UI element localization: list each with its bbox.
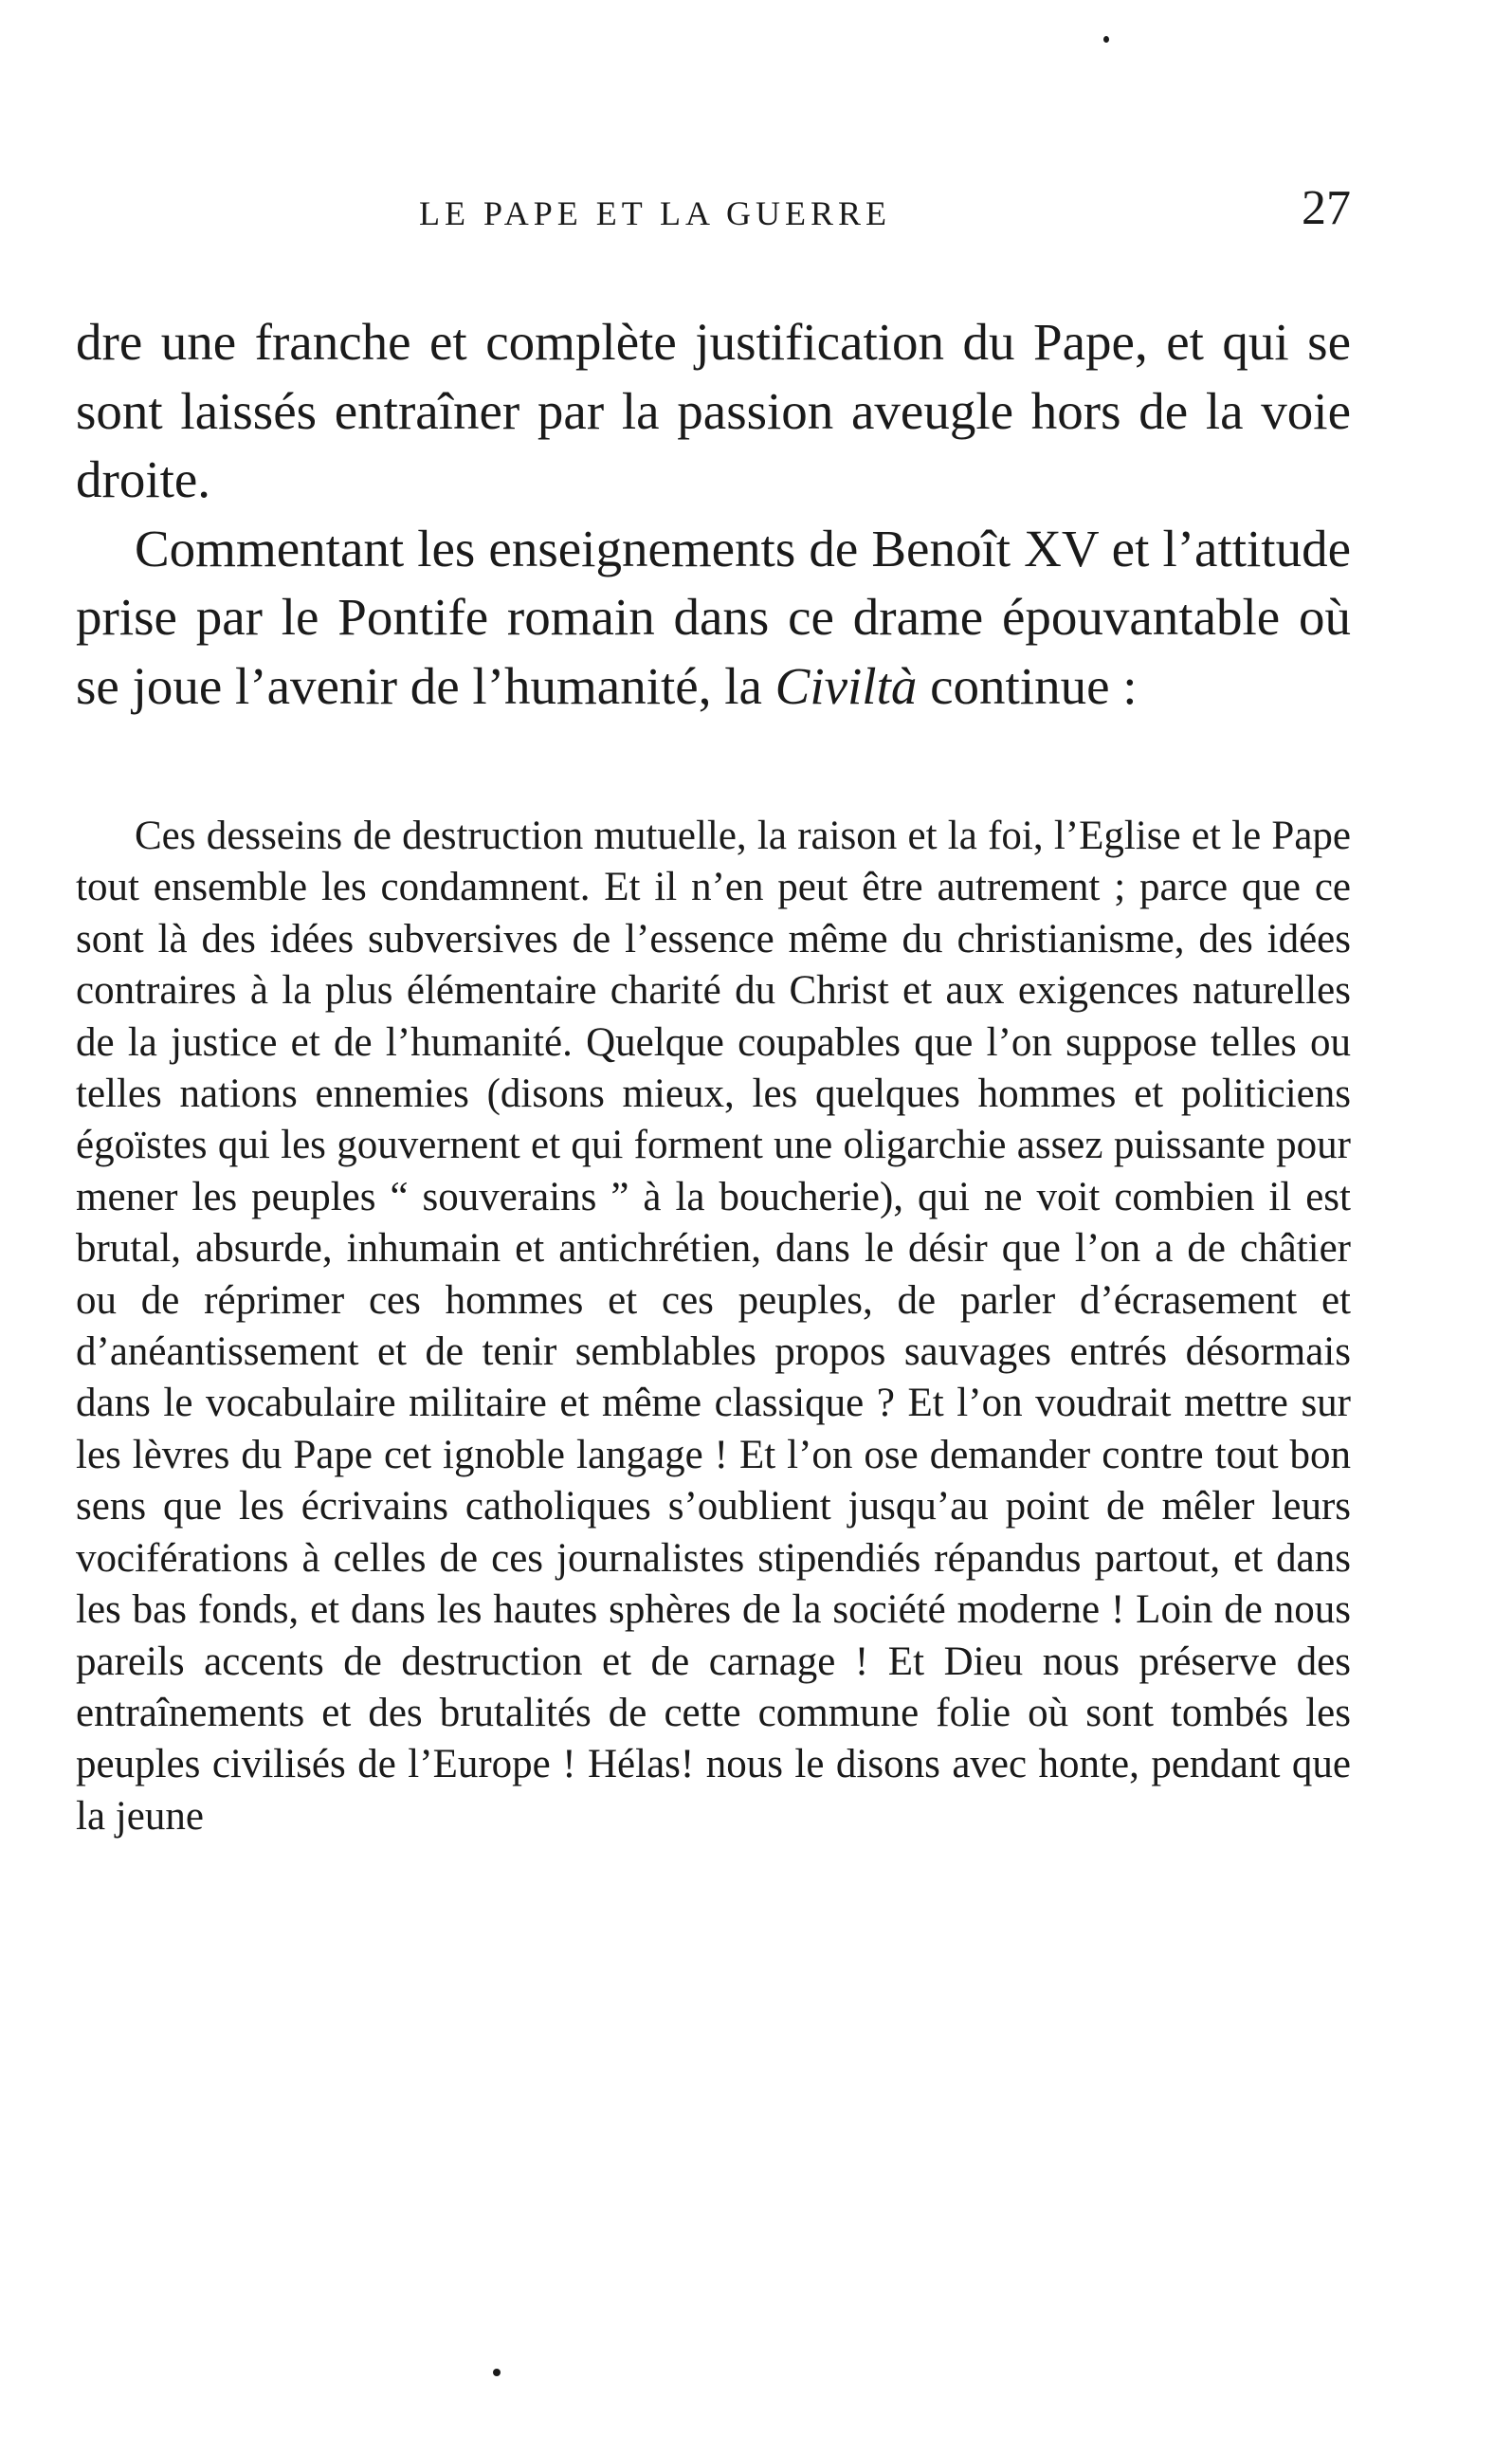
ink-speck-top: [1103, 36, 1109, 43]
quotation-text: Ces desseins de destruction mutuelle, la raison et la foi, l’Eglise et le Pape tout ensemble les condamnent. Et il n’en peut être autrement ; parce que ce sont là des idées subversives de l’essence même du christianisme, des idées contraires à la plus élémentaire charité du Christ et aux exigences naturelles de la justice et de l’humanité. Quelque coupables que l’on suppose telles ou telles nations ennemies (disons mieux, les quelques hommes et politiciens égoïstes qui les gouvernent et qui forment une oligarchie assez puissante pour mener les peuples “ souverains ” à la boucherie), qui ne voit combien il est brutal, absurde, inhumain et antichrétien, dans le désir que l’on a de châtier ou de réprimer ces hommes et ces peuples, de parler d’écrasement et d’anéantissement et de tenir semblables propos sauvages entrés désormais dans le vocabulaire militaire et même classique ? Et l’on voudrait mettre sur les lèvres du Pape cet ignoble langage ! Et l’on ose demander contre tout bon sens que les écrivains catholiques s’oublient jusqu’au point de mêler leurs vociférations à celles de ces journalistes stipendiés répandus partout, et dans les bas fonds, et dans les hautes sphères de la société moderne ! Loin de nous pareils accents de destruction et de carnage ! Et Dieu nous préserve des entraînements et des brutalités de cette commune folie où sont tombés les peuples civilisés de l’Europe ! Hélas! nous le disons avec honte, pendant que la jeune: [76, 814, 1351, 1839]
paragraph-continued: dre une franche et complète justification du Pape, et qui se sont laissés entraîner par la passion aveugle hors de la voie droite.: [76, 313, 1351, 508]
book-page: [76, 0, 1351, 2454]
quotation-block: [76, 811, 1351, 1842]
paragraph-text-after: continue :: [917, 656, 1138, 715]
page-number: 27: [1302, 181, 1351, 235]
running-head: [76, 180, 1351, 237]
body-text: [76, 308, 1351, 721]
ink-speck-bottom: [493, 2369, 501, 2376]
paragraph-text-before: Commentant les enseignements de Benoît XV et l’attitude prise par le Pontife romain dans ce drame épouvantable où se joue l’avenir de l’humanité, la: [76, 519, 1351, 715]
journal-title: Civiltà: [774, 656, 918, 715]
running-title: LE PAPE ET LA GUERRE: [419, 194, 892, 232]
paragraph-commentary: [76, 515, 1351, 722]
